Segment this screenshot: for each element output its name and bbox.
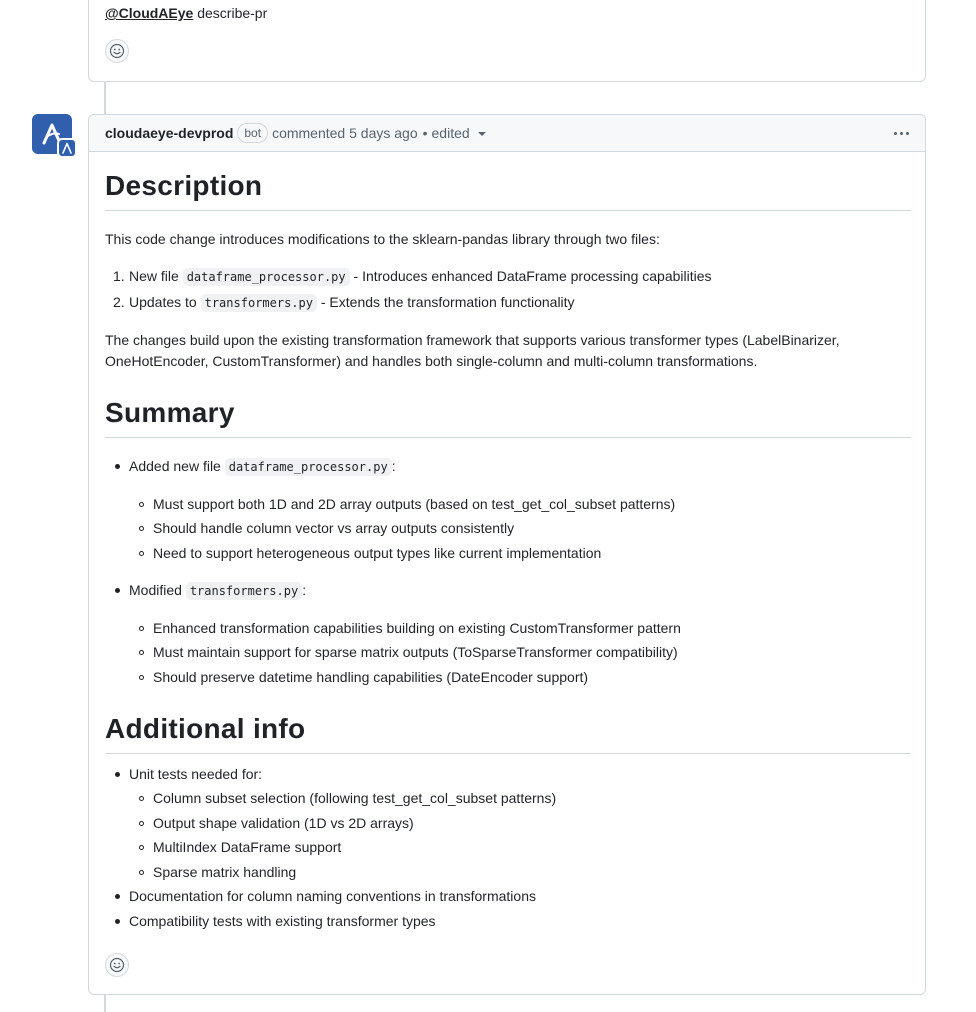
additional-info-heading: Additional info bbox=[105, 713, 911, 754]
description-intro: This code change introduces modifications to the sklearn-pandas library through two files: bbox=[105, 231, 660, 247]
summary-heading: Summary bbox=[105, 397, 911, 438]
circle-bullet-icon bbox=[139, 796, 144, 801]
kebab-dot-icon bbox=[894, 132, 897, 135]
previous-comment-card bbox=[88, 0, 926, 82]
bullet-icon bbox=[115, 464, 120, 469]
description-heading: Description bbox=[105, 170, 911, 211]
circle-bullet-icon bbox=[139, 821, 144, 826]
list-item: Documentation for column naming conventions in transformations bbox=[129, 888, 536, 904]
list-item-text: Modified bbox=[129, 582, 182, 598]
bullet-icon bbox=[115, 772, 120, 777]
add-reaction-button[interactable] bbox=[105, 39, 129, 63]
list-item bbox=[129, 580, 306, 602]
chevron-down-icon bbox=[478, 132, 486, 136]
previous-comment-body bbox=[105, 5, 267, 21]
list-item-text: : bbox=[302, 582, 307, 598]
list-item-text: Added new file bbox=[129, 458, 221, 474]
list-item-text: - Extends the transformation functionality bbox=[320, 294, 575, 310]
list-item: Enhanced transformation capabilities building on existing CustomTransformer pattern bbox=[153, 620, 681, 636]
list-item-text: : bbox=[391, 458, 396, 474]
circle-bullet-icon bbox=[139, 526, 144, 531]
comment-header bbox=[89, 115, 925, 152]
bot-badge: bot bbox=[237, 123, 268, 143]
list-item: Should handle column vector vs array outputs consistently bbox=[153, 520, 515, 536]
code-filename: transformers.py bbox=[186, 582, 302, 600]
list-item-text: Updates to bbox=[129, 294, 197, 310]
code-filename: dataframe_processor.py bbox=[225, 458, 392, 476]
comment-action: commented bbox=[272, 125, 346, 141]
edited-dropdown[interactable] bbox=[432, 125, 486, 141]
bullet-icon bbox=[115, 588, 120, 593]
smiley-icon bbox=[109, 957, 125, 973]
list-number: 1. bbox=[113, 268, 125, 284]
command-text: describe-pr bbox=[197, 5, 268, 21]
circle-bullet-icon bbox=[139, 551, 144, 556]
list-item: Sparse matrix handling bbox=[153, 864, 297, 880]
comment-author[interactable]: cloudaeye-devprod bbox=[105, 125, 234, 141]
more-options-button[interactable] bbox=[889, 124, 913, 142]
list-item: Output shape validation (1D vs 2D arrays) bbox=[153, 815, 414, 831]
separator-dot: • bbox=[422, 125, 428, 141]
list-item bbox=[129, 456, 396, 478]
timeline-connector bbox=[104, 82, 106, 114]
list-item: Column subset selection (following test_get_col_subset patterns) bbox=[153, 790, 557, 806]
bullet-icon bbox=[115, 919, 120, 924]
add-reaction-button[interactable] bbox=[105, 953, 129, 977]
list-item-text: - Introduces enhanced DataFrame processing capabilities bbox=[353, 268, 712, 284]
list-item: Need to support heterogeneous output types like current implementation bbox=[153, 545, 602, 561]
circle-bullet-icon bbox=[139, 626, 144, 631]
list-item: Compatibility tests with existing transformer types bbox=[129, 913, 436, 929]
code-filename: transformers.py bbox=[201, 294, 317, 312]
list-number: 2. bbox=[113, 294, 125, 310]
circle-bullet-icon bbox=[139, 845, 144, 850]
bot-comment-card bbox=[88, 114, 926, 995]
smiley-icon bbox=[109, 43, 125, 59]
list-item: Must support both 1D and 2D array outputs (based on test_get_col_subset patterns) bbox=[153, 496, 676, 512]
timeline-connector bbox=[104, 995, 106, 1012]
bullet-icon bbox=[115, 894, 120, 899]
comment-timestamp[interactable]: 5 days ago bbox=[349, 125, 418, 141]
circle-bullet-icon bbox=[139, 675, 144, 680]
circle-bullet-icon bbox=[139, 502, 144, 507]
list-item-text: New file bbox=[129, 268, 179, 284]
code-filename: dataframe_processor.py bbox=[183, 268, 350, 286]
edited-label: edited bbox=[431, 125, 470, 141]
list-item: Should preserve datetime handling capabilities (DateEncoder support) bbox=[153, 669, 589, 685]
description-outro: The changes build upon the existing transformation framework that supports various transformer types (LabelBinarizer, OneHotEncoder, CustomTransformer) and handles both single-column and multi-column transformations. bbox=[105, 332, 840, 369]
list-item: MultiIndex DataFrame support bbox=[153, 839, 342, 855]
list-item: Must maintain support for sparse matrix outputs (ToSparseTransformer compatibility) bbox=[153, 644, 678, 660]
list-item: Unit tests needed for: bbox=[129, 766, 263, 782]
user-mention-link[interactable]: @CloudAEye bbox=[105, 5, 194, 21]
circle-bullet-icon bbox=[139, 870, 144, 875]
circle-bullet-icon bbox=[139, 650, 144, 655]
app-badge-icon bbox=[57, 138, 77, 158]
